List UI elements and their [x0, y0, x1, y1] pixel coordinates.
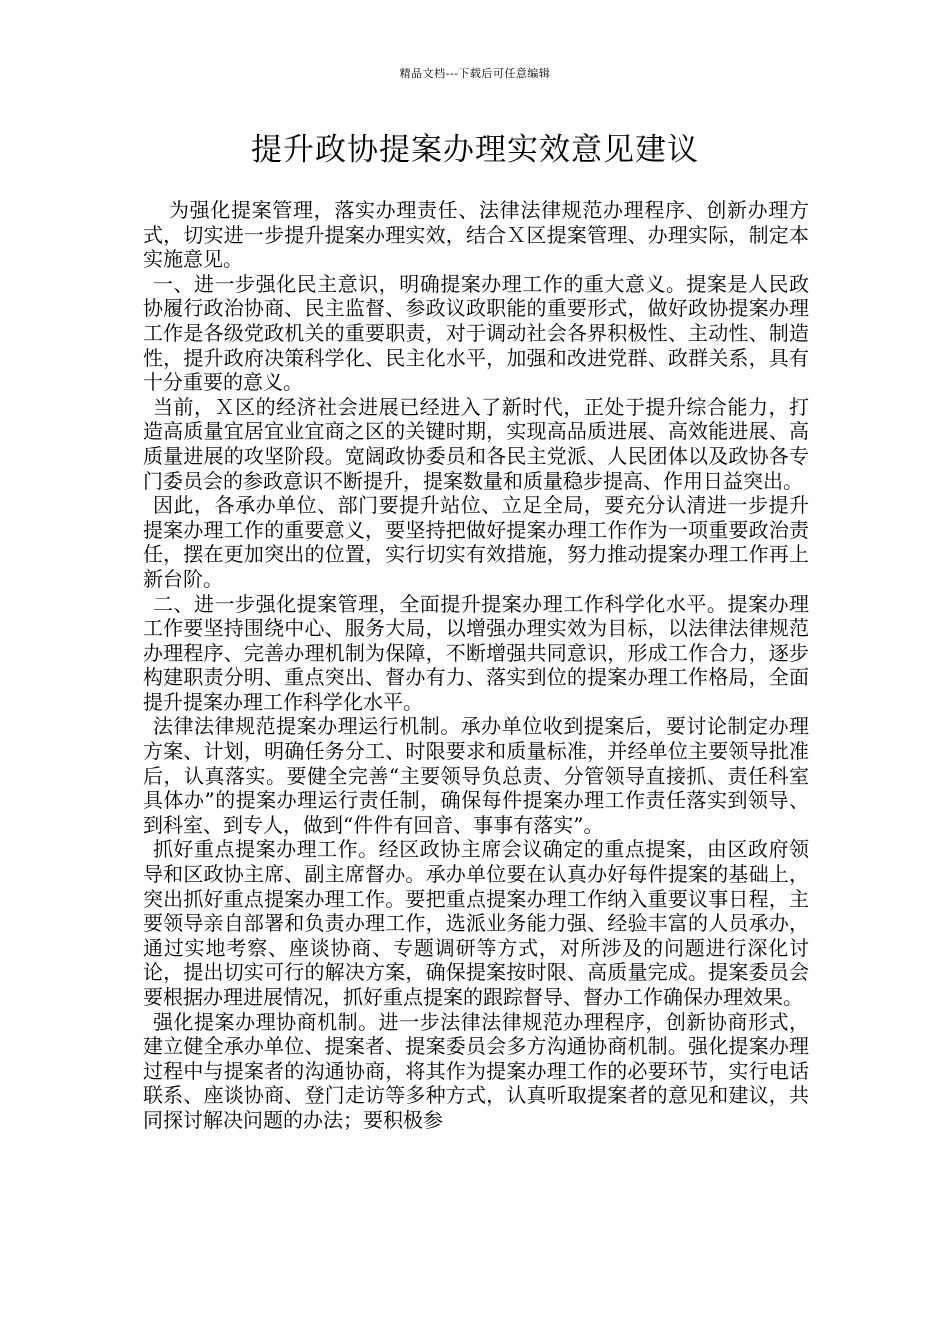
- document-body: [143, 198, 809, 1133]
- paragraph-consultation: 强化提案办理协商机制。进一步法律法律规范办理程序，创新协商形式，建立健全承办单位、提案者、提案委员会多方沟通协商机制。强化提案办理过程中与提案者的沟通协商，将其作为提案办理工作的必要环节，实行电话联系、座谈协商、登门走访等多种方式，认真听取提案者的意见和建议，共同探讨解决问题的办法；要积极参: [143, 1009, 809, 1132]
- document-title: 提升政协提案办理实效意见建议: [251, 132, 699, 168]
- paragraph-section-1: 一、进一步强化民主意识，明确提案办理工作的重大意义。提案是人民政协履行政治协商、民主监督、参政议政职能的重要形式，做好政协提案办理工作是各级党政机关的重要职责，对于调动社会各界积极性、主动性、制造性，提升政府决策科学化、民主化水平，加强和改进党群、政群关系，具有十分重要的意义。: [143, 271, 809, 395]
- paragraph-therefore: 因此，各承办单位、部门要提升站位、立足全局，要充分认清进一步提升提案办理工作的重要意义，要坚持把做好提案办理工作作为一项重要政治责任，摆在更加突出的位置，实行切实有效措施，努力推动提案办理工作再上新台阶。: [143, 493, 809, 591]
- header-note: 精品文档---下载后可任意编辑: [399, 67, 551, 80]
- paragraph-section-2: 二、进一步强化提案管理，全面提升提案办理工作科学化水平。提案办理工作要坚持围绕中心、服务大局，以增强办理实效为目标，以法律法律规范办理程序、完善办理机制为保障，不断增强共同意识，形成工作合力，逐步构建职责分明、重点突出、督办有力、落实到位的提案办理工作格局，全面提升提案办理工作科学化水平。: [143, 591, 809, 714]
- paragraph-intro: 为强化提案管理，落实办理责任、法律法律规范办理程序、创新办理方式，切实进一步提升提案办理实效，结合Ｘ区提案管理、办理实际，制定本实施意见。: [143, 198, 809, 272]
- paragraph-mechanism: 法律法律规范提案办理运行机制。承办单位收到提案后，要讨论制定办理方案、计划，明确任务分工、时限要求和质量标准，并经单位主要领导批准后，认真落实。要健全完善“主要领导负总责、分管领导直接抓、责任科室具体办”的提案办理运行责任制，确保每件提案办理工作责任落实到领导、到科室、到专人，做到“件件有回音、事事有落实”。: [143, 714, 809, 837]
- paragraph-key-proposals: 抓好重点提案办理工作。经区政协主席会议确定的重点提案，由区政府领导和区政协主席、副主席督办。承办单位要在认真办好每件提案的基础上，突出抓好重点提案办理工作。要把重点提案办理工作纳入重要议事日程，主要领导亲自部署和负责办理工作，选派业务能力强、经验丰富的人员承办，通过实地考察、座谈协商、专题调研等方式，对所涉及的问题进行深化讨论，提出切实可行的解决方案，确保提案按时限、高质量完成。提案委员会要根据办理进展情况，抓好重点提案的跟踪督导、督办工作确保办理效果。: [143, 837, 809, 1009]
- paragraph-current: 当前，Ｘ区的经济社会进展已经进入了新时代，正处于提升综合能力，打造高质量宜居宜业宜商之区的关键时期，实现高品质进展、高效能进展、高质量进展的攻坚阶段。宽阔政协委员和各民主党派、人民团体以及政协各专门委员会的参政意识不断提升，提案数量和质量稳步提高、作用日益突出。: [143, 394, 809, 493]
